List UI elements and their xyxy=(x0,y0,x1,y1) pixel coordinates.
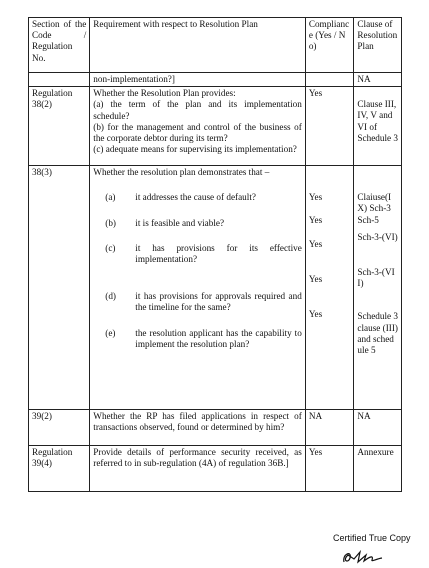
list-item xyxy=(105,192,302,203)
item-text: the resolution applicant has the capability to implement the resolution plan? xyxy=(135,327,302,349)
list-item xyxy=(105,291,302,313)
requirement-intro: Whether the resolution plan demonstrates that – xyxy=(93,167,270,178)
compliance-value: Yes xyxy=(308,192,323,203)
certification-stamp: Certified True Copy xyxy=(333,533,411,543)
row-clause: NA xyxy=(354,410,402,446)
compliance-table xyxy=(28,17,402,492)
list-item xyxy=(105,243,302,265)
signature-image xyxy=(338,546,386,566)
item-label: (b) xyxy=(105,217,116,228)
row-compliance: Yes xyxy=(305,446,354,492)
clause-text: Claiuse(IX) Sch-3 Sch-5 xyxy=(357,192,392,225)
item-text: it has provisions for its effective implementation? xyxy=(135,242,302,265)
row-compliance: NA xyxy=(305,410,354,446)
table-row xyxy=(29,166,402,410)
row-requirement xyxy=(90,87,306,166)
row-clause xyxy=(354,87,402,166)
clause-text: Sch-3-(VI) xyxy=(357,231,398,242)
table-header-row xyxy=(29,18,402,73)
item-text: it has provisions for approvals required and the timeline for the same? xyxy=(135,291,302,313)
header-compliance: Compliance (Yes / No) xyxy=(305,18,354,73)
row-clause: NA xyxy=(354,73,402,87)
compliance-value: Yes xyxy=(308,273,323,284)
clause-text: Clause III, IV, V and VI of Schedule 3 xyxy=(357,99,398,143)
requirement-item: (b) for the management and control of the business of the corporate debtor during its term? xyxy=(93,121,302,144)
item-text: it addresses the cause of default? xyxy=(135,192,256,203)
compliance-value: Yes xyxy=(308,215,323,226)
list-item xyxy=(105,328,302,350)
item-label: (e) xyxy=(105,327,116,338)
row-requirement xyxy=(90,166,306,410)
row-section: 38(3) xyxy=(29,166,90,410)
clause-text: Schedule 3 clause (III) and schedule 5 xyxy=(357,311,398,356)
header-section: Section of the Code / Regulation No. xyxy=(29,18,90,73)
table-row xyxy=(29,446,402,492)
row-section xyxy=(29,73,90,87)
table-row xyxy=(29,73,402,87)
compliance-value: Yes xyxy=(308,309,323,320)
item-label: (d) xyxy=(105,291,116,302)
requirement-intro: Whether the Resolution Plan provides: xyxy=(93,88,236,99)
clause-text: Sch-3-(VII) xyxy=(357,267,395,289)
requirement-item: (c) adequate means for supervising its implementation? xyxy=(93,144,297,155)
item-text: it is feasible and viable? xyxy=(135,217,225,228)
row-requirement: Provide details of performance security received, as referred to in sub-regulation (4A) of regulation 36B.] xyxy=(90,446,306,492)
row-requirement: Whether the RP has filed applications in respect of transactions observed, found or determined by him? xyxy=(90,410,306,446)
row-section: 39(2) xyxy=(29,410,90,446)
header-requirement: Requirement with respect to Resolution Plan xyxy=(90,18,306,73)
item-label: (a) xyxy=(105,192,116,203)
row-clause: Annexure xyxy=(354,446,402,492)
requirement-item: (a) the term of the plan and its implementation schedule? xyxy=(93,99,302,121)
list-item xyxy=(105,218,302,229)
row-compliance: Yes xyxy=(305,87,354,166)
row-compliance xyxy=(305,73,354,87)
row-section: Regulation 39(4) xyxy=(29,446,90,492)
row-compliance xyxy=(305,166,354,410)
compliance-value: Yes xyxy=(308,238,323,249)
item-label: (c) xyxy=(105,242,116,253)
row-requirement: non-implementation?] xyxy=(90,73,306,87)
table-row xyxy=(29,87,402,166)
row-section: Regulation 38(2) xyxy=(29,87,90,166)
header-clause: Clause of Resolution Plan xyxy=(354,18,402,73)
row-clause xyxy=(354,166,402,410)
table-row xyxy=(29,410,402,446)
